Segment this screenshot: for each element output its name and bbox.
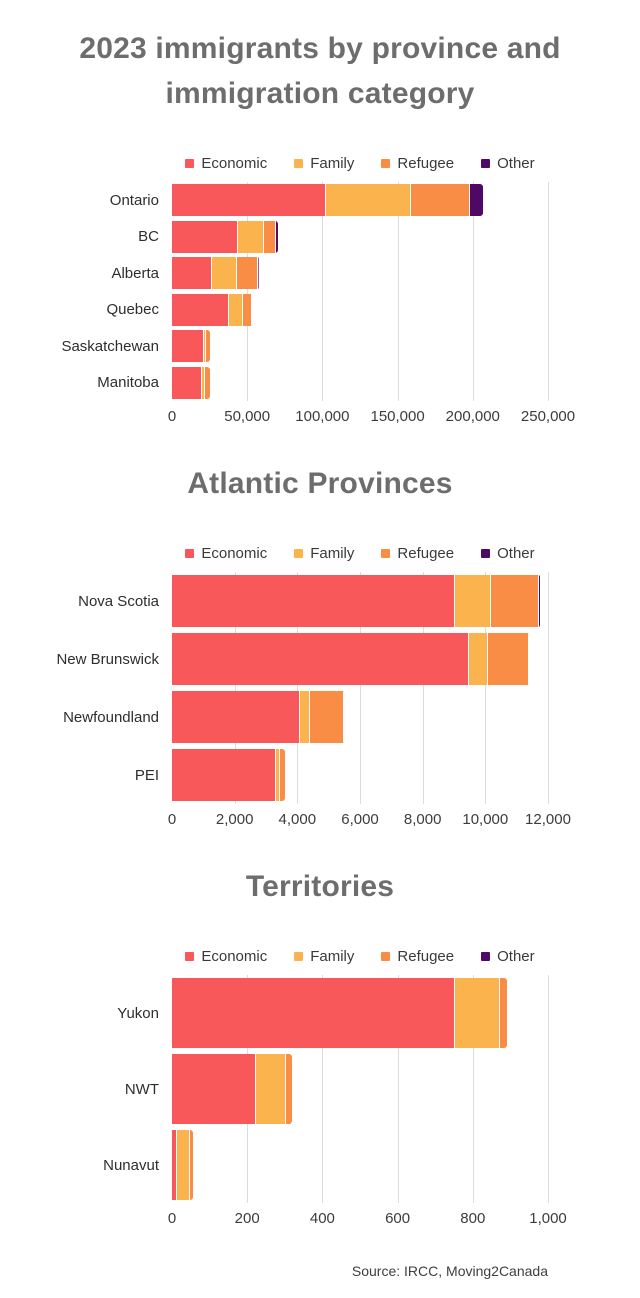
legend-swatch-refugee-icon [381,549,390,558]
segment-other [275,221,278,253]
legend-item-economic [185,155,267,172]
axis-tick-label: 0 [167,408,177,425]
segment-refugee [279,749,285,801]
stacked-bar [172,633,529,685]
segment-refugee [236,257,257,289]
bar-row-quebec [106,292,548,329]
segment-economic [172,367,201,399]
stacked-bar [172,330,210,362]
segment-economic [172,749,275,801]
category-label: Quebec [106,301,159,319]
segment-economic [172,184,325,216]
segment-economic [172,294,228,326]
segment-economic [172,1054,255,1124]
segment-refugee [309,691,343,743]
segment-family [454,978,499,1048]
axis-tick-label: 0 [167,1210,177,1227]
category-label: Nunavut [103,1156,159,1174]
legend-label: Economic [201,544,268,562]
legend-item-economic [185,545,267,562]
gridline [548,182,549,401]
segment-economic [172,330,203,362]
axis-tick-label: 4,000 [278,811,317,828]
segment-economic [172,978,454,1048]
legend-label: Refugee [397,947,455,965]
segment-refugee [263,221,274,253]
bar-row-nwt [124,1051,548,1127]
legend-label: Other [497,544,535,562]
stacked-bar [172,257,259,289]
segment-refugee [285,1054,293,1124]
category-label: PEI [134,766,159,784]
legend-swatch-other-icon [481,952,490,961]
segment-refugee [204,367,210,399]
segment-other [469,184,483,216]
chart-title: 2023 immigrants by province and immigration category [79,32,561,110]
legend-item-family [294,155,354,172]
segment-refugee [205,330,209,362]
legend-item-refugee [381,545,454,562]
segment-economic [172,221,237,253]
axis-tick-label: 1,000 [529,1210,567,1227]
bar-row-newfoundland [63,688,548,746]
legend-label: Economic [201,154,268,172]
bar-row-ontario [109,182,548,219]
legend-swatch-family-icon [294,159,303,168]
axis-tick-label: 400 [309,1210,335,1227]
axis-tick-label: 6,000 [341,811,379,828]
legend [172,947,548,965]
legend-swatch-economic-icon [185,549,194,558]
legend-swatch-refugee-icon [381,952,390,961]
legend-item-economic [185,948,267,965]
axis-tick-label: 800 [460,1210,486,1227]
bar-row-manitoba [97,365,548,402]
segment-refugee [490,575,538,627]
legend-label: Refugee [397,154,455,172]
x-axis [167,804,571,830]
stacked-bar [172,1054,292,1124]
axis-tick-label: 250,000 [520,408,576,425]
plot-area [103,975,548,1203]
bar-row-nunavut [103,1127,548,1203]
category-label: Newfoundland [63,708,159,726]
legend-swatch-family-icon [294,952,303,961]
chart-title: Atlantic Provinces [187,467,453,500]
stacked-bar [172,575,540,627]
legend-item-family [294,545,354,562]
segment-other [251,294,252,326]
chart-2023-immigrants-by-province-and-immigration-category [0,26,640,427]
legend-swatch-family-icon [294,549,303,558]
category-label: Ontario [109,191,159,209]
segment-refugee [499,978,507,1048]
category-label: Saskatchewan [61,337,159,355]
charts-root [0,26,640,1229]
category-label: New Brunswick [56,650,159,668]
legend-item-other [481,545,535,562]
segment-economic [172,691,299,743]
chart-title: Territories [245,870,395,903]
segment-family [255,1054,285,1124]
plot-area [56,572,548,804]
segment-other [343,691,344,743]
stacked-bar [172,294,252,326]
stacked-bar [172,367,210,399]
gridline [548,572,549,804]
segment-family [454,575,490,627]
source-note: Source: IRCC, Moving2Canada [351,1263,548,1279]
chart-atlantic-provinces [0,461,640,830]
legend [172,544,548,562]
axis-tick-label: 200 [234,1210,260,1227]
legend [172,154,548,172]
legend-label: Other [497,154,535,172]
legend-label: Family [310,544,355,562]
legend-swatch-other-icon [481,159,490,168]
bar-row-yukon [117,975,548,1051]
segment-economic [172,257,211,289]
bar-row-pei [134,746,548,804]
category-label: BC [138,228,159,246]
bar-row-bc [138,219,548,256]
category-label: Manitoba [97,374,159,392]
segment-economic [172,575,454,627]
segment-refugee [242,294,251,326]
x-axis [167,1203,567,1229]
stacked-bar [172,221,278,253]
legend-item-other [481,155,535,172]
axis-tick-label: 100,000 [295,408,350,425]
segment-family [299,691,309,743]
axis-tick-label: 600 [385,1210,411,1227]
axis-tick-label: 0 [167,811,177,828]
bar-row-new-brunswick [56,630,548,688]
category-label: NWT [124,1080,159,1098]
segment-other [528,633,530,685]
segment-economic [172,633,468,685]
plot-area [61,182,548,401]
legend-label: Economic [201,947,268,965]
segment-family [211,257,236,289]
segment-other [538,575,541,627]
stacked-bar [172,749,285,801]
segment-refugee [189,1130,193,1200]
bar-row-alberta [111,255,548,292]
segment-other [257,257,259,289]
axis-tick-label: 50,000 [224,408,271,425]
bar-row-saskatchewan [61,328,548,365]
category-label: Alberta [111,264,159,282]
legend-swatch-economic-icon [185,159,194,168]
legend-label: Family [310,154,355,172]
axis-tick-label: 8,000 [403,811,442,828]
bar-row-nova-scotia [78,572,548,630]
legend-item-refugee [381,948,454,965]
legend-label: Other [497,947,535,965]
stacked-bar [172,184,483,216]
segment-refugee [410,184,469,216]
legend-swatch-economic-icon [185,952,194,961]
legend-label: Family [310,947,355,965]
axis-tick-label: 150,000 [370,408,425,425]
stacked-bar [172,691,344,743]
segment-family [237,221,264,253]
legend-item-other [481,948,535,965]
segment-family [228,294,242,326]
category-label: Nova Scotia [78,592,159,610]
legend-swatch-other-icon [481,549,490,558]
axis-tick-label: 2,000 [215,811,254,828]
segment-family [176,1130,189,1200]
axis-tick-label: 200,000 [445,408,500,425]
segment-family [325,184,410,216]
segment-refugee [487,633,528,685]
legend-swatch-refugee-icon [381,159,390,168]
legend-item-refugee [381,155,454,172]
stacked-bar [172,1130,193,1200]
legend-label: Refugee [397,544,455,562]
gridline [548,975,549,1203]
stacked-bar [172,978,507,1048]
category-label: Yukon [117,1004,159,1022]
segment-family [468,633,486,685]
x-axis [167,401,576,427]
legend-item-family [294,948,354,965]
chart-territories [0,864,640,1229]
axis-tick-label: 12,000 [525,811,571,828]
axis-tick-label: 10,000 [462,811,509,828]
